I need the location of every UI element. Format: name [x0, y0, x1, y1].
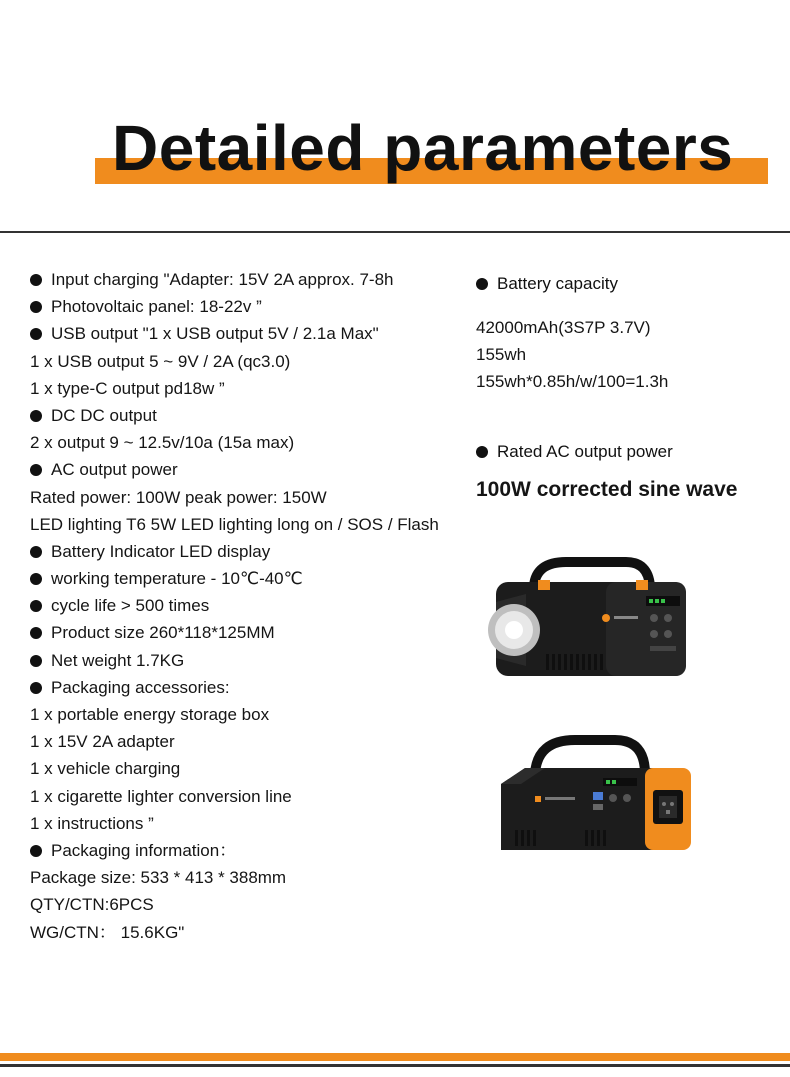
spec-text: WG/CTN： 15.6KG" [30, 922, 185, 942]
footer-divider [0, 1064, 790, 1067]
spec-line [30, 919, 480, 946]
bullet-icon [30, 410, 42, 422]
spec-line [30, 348, 480, 375]
bullet-icon [30, 655, 42, 667]
spec-line [30, 402, 480, 429]
spec-text: QTY/CTN:6PCS [30, 895, 154, 915]
spec-line [30, 484, 480, 511]
spec-text: Battery Indicator LED display [51, 541, 271, 561]
spec-line [30, 891, 480, 918]
bullet-icon [30, 600, 42, 612]
spec-text: Package size: 533 * 413 * 388mm [30, 868, 287, 888]
battery-line: 42000mAh(3S7P 3.7V) [476, 318, 651, 337]
footer-accent-bar [0, 1053, 790, 1061]
spec-line [30, 783, 480, 810]
spec-line [30, 565, 480, 592]
spec-line [30, 320, 480, 347]
bullet-icon [30, 627, 42, 639]
title-divider [0, 231, 790, 233]
bullet-icon [30, 464, 42, 476]
spec-text: Input charging "Adapter: 15V 2A approx. 7-8h [51, 270, 394, 289]
spec-text: Net weight 1.7KG [51, 650, 185, 670]
product-image-front [486, 556, 690, 680]
spec-line [30, 647, 480, 674]
spec-line [30, 837, 480, 864]
spec-line [30, 592, 480, 619]
spec-line [30, 375, 480, 402]
spec-text: AC output power [51, 460, 178, 480]
spec-text: 1 x 15V 2A adapter [30, 732, 175, 752]
spec-text: Photovoltaic panel: 18-22v ” [51, 297, 262, 317]
spec-text: 1 x portable energy storage box [30, 705, 270, 724]
spec-text: USB output "1 x USB output 5V / 2.1a Max" [51, 324, 379, 344]
spec-text: 1 x USB output 5 ~ 9V / 2A (qc3.0) [30, 351, 291, 371]
battery-line: 155wh [476, 345, 527, 364]
right-column [476, 270, 776, 505]
spec-line [30, 511, 480, 538]
spec-text: 1 x cigarette lighter conversion line [30, 786, 292, 806]
spec-text: Packaging accessories: [51, 677, 230, 697]
spec-line [30, 538, 480, 565]
bullet-icon [30, 274, 42, 286]
bullet-icon [30, 682, 42, 694]
spec-line [30, 266, 480, 293]
spec-line [30, 864, 480, 891]
spec-text: working temperature - 10℃-40℃ [51, 569, 303, 589]
spec-text: Product size 260*118*125MM [51, 623, 275, 643]
ac-heading [476, 438, 776, 465]
bullet-icon [30, 573, 42, 585]
spec-list [30, 266, 480, 946]
spec-line [30, 728, 480, 755]
spec-line [30, 619, 480, 646]
title-section [0, 0, 790, 232]
spec-text: Packaging information： [51, 840, 237, 860]
spec-text: LED lighting T6 5W LED lighting long on / SOS / Flash [30, 514, 439, 534]
battery-heading [476, 270, 776, 297]
spec-text: cycle life > 500 times [51, 596, 210, 616]
spec-text: Rated power: 100W peak power: 150W [30, 487, 327, 507]
ac-value: 100W corrected sine wave [476, 478, 738, 501]
bullet-icon [30, 845, 42, 857]
ac-heading-text: Rated AC output power [497, 442, 673, 461]
spec-text: 1 x instructions ” [30, 813, 154, 833]
spec-line [30, 429, 480, 456]
bullet-icon [30, 546, 42, 558]
product-image-back [495, 734, 695, 852]
spec-line [30, 293, 480, 320]
spec-text: 2 x output 9 ~ 12.5v/10a (15a max) [30, 433, 295, 453]
spec-line [30, 755, 480, 782]
spec-text: 1 x vehicle charging [30, 759, 181, 779]
spec-text: 1 x type-C output pd18w ” [30, 378, 225, 398]
spec-line [30, 810, 480, 837]
bullet-icon [476, 278, 488, 290]
battery-line: 155wh*0.85h/w/100=1.3h [476, 372, 669, 391]
page-title: Detailed parameters [112, 112, 734, 184]
spec-line [30, 456, 480, 483]
spec-line [30, 674, 480, 701]
spec-line [30, 701, 480, 728]
bullet-icon [30, 328, 42, 340]
bullet-icon [476, 446, 488, 458]
battery-heading-text: Battery capacity [497, 274, 618, 293]
spec-text: DC DC output [51, 405, 157, 425]
bullet-icon [30, 301, 42, 313]
